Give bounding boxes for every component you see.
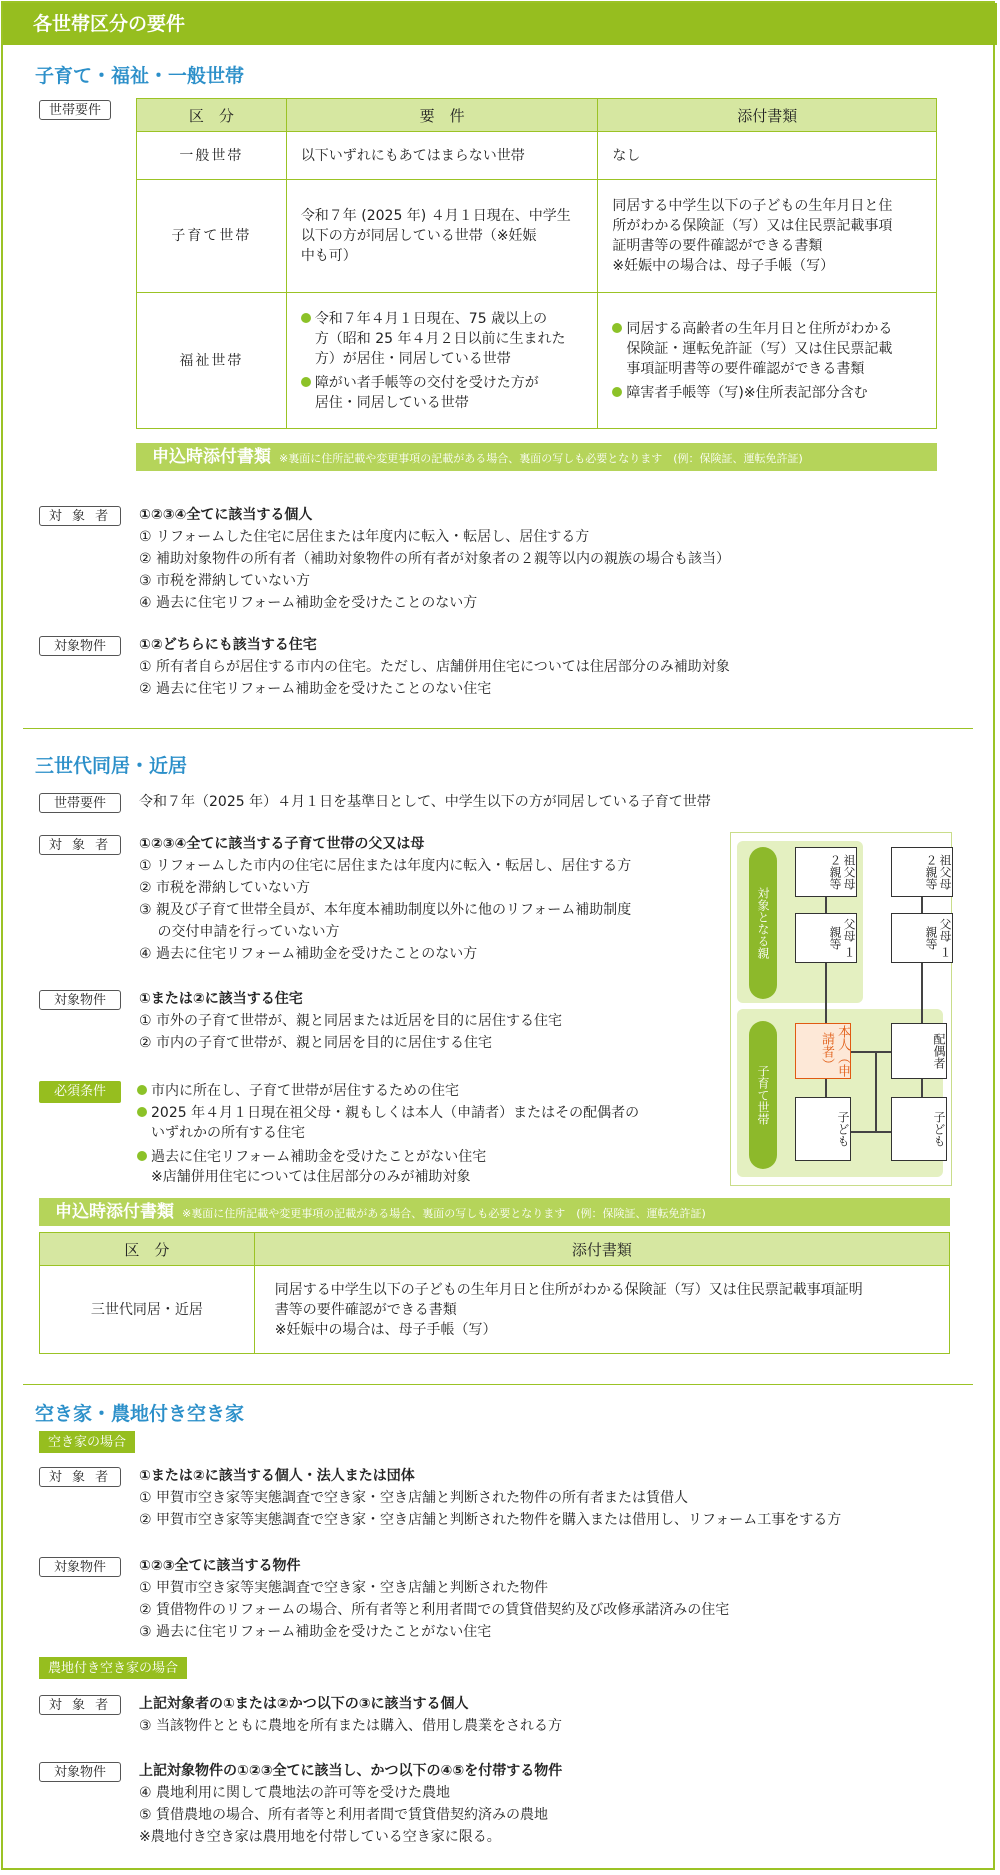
table-row <box>40 1266 950 1354</box>
parents-label: 対象となる親 <box>749 847 777 999</box>
table-row <box>137 180 937 293</box>
required-item: 市内に所在し、子育て世帯が居住するための住宅 <box>137 1081 459 1101</box>
table-cell <box>598 180 937 293</box>
cell-line: 障がい者手帳等の交付を受けた方が <box>301 373 584 393</box>
target-item: ④ 過去に住宅リフォーム補助金を受けたことのない方 <box>139 946 478 962</box>
target-tag: 対 象 者 <box>39 506 121 526</box>
bullet-icon <box>301 377 311 387</box>
property-heading: ①②③全てに該当する物件 <box>139 1558 301 1574</box>
target-heading: ①②③④全てに該当する個人 <box>139 507 313 523</box>
property-item: ② 賃借物件のリフォームの場合、所有者等と利用者間での賃貸借契約及び改修承諾済みの住宅 <box>139 1602 730 1618</box>
property-item: ※農地付き空き家は農用地を付帯している空き家に限る。 <box>139 1829 501 1845</box>
family-diagram <box>730 832 952 1186</box>
cell-line: 令和７年４月１日現在、75 歳以上の <box>301 309 584 329</box>
table-cell <box>598 293 937 429</box>
note-text: ※裏面に住所記載や変更事項の記載がある場合、裏面の写しも必要となります (例：保険証、運転免許証) <box>182 1207 706 1220</box>
cell-line: 方（昭和 25 年４月２日以前に生まれた <box>314 330 566 347</box>
cell-line: 障害者手帳等（写)※住所表記部分含む <box>612 383 922 403</box>
property-tag: 対象物件 <box>39 636 121 656</box>
cell-line: 以下の方が同居している世帯（※妊娠 <box>300 228 537 244</box>
target-tag: 対 象 者 <box>39 1467 121 1487</box>
page-header: 各世帯区分の要件 <box>3 3 997 45</box>
required-item: 過去に住宅リフォーム補助金を受けたことがない住宅 <box>137 1147 486 1167</box>
property-heading: ①または②に該当する住宅 <box>139 991 303 1007</box>
table-cell: 三世代同居・近居 <box>40 1266 255 1354</box>
property-item: ① 甲賀市空き家等実態調査で空き家・空き店舗と判断された物件 <box>139 1580 548 1596</box>
bullet-icon <box>137 1107 147 1117</box>
property-item: ① 市外の子育て世帯が、親と同居または近居を目的に居住する住宅 <box>139 1013 562 1029</box>
table-header: 区 分 <box>137 99 287 132</box>
bullet-icon <box>612 323 622 333</box>
property-tag: 対象物件 <box>39 1557 121 1577</box>
cell-line: ※妊娠中の場合は、母子手帳（写） <box>612 258 835 274</box>
required-item: いずれかの所有する住宅 <box>151 1125 305 1141</box>
cell-line: 方）が居住・同居している世帯 <box>314 350 511 367</box>
target-item: ① リフォームした市内の住宅に居住または年度内に転入・転居し、居住する方 <box>139 858 632 874</box>
table-header: 要 件 <box>286 99 598 132</box>
household-tag: 世帯要件 <box>39 793 121 813</box>
target-item: ③ 親及び子育て世帯全員が、本年度本補助制度以外に他のリフォーム補助制度 <box>139 902 632 918</box>
target-item: ③ 市税を滞納していない方 <box>139 573 311 589</box>
section-title: 子育て・福祉・一般世帯 <box>35 65 245 87</box>
spouse-box: 配偶者 <box>891 1023 947 1079</box>
grandparents-box-right: 祖父母 ２親等 <box>891 847 953 897</box>
table-cell: 福祉世帯 <box>137 293 287 429</box>
cell-line: 令和７年 (2025 年) ４月１日現在、中学生 <box>300 208 571 224</box>
property-tag: 対象物件 <box>39 1762 121 1782</box>
bullet-icon <box>137 1151 147 1161</box>
property-tag: 対象物件 <box>39 990 121 1010</box>
parents-box-left: 父母 １親等 <box>795 913 857 963</box>
target-tag: 対 象 者 <box>39 1695 121 1715</box>
household-table <box>136 98 937 429</box>
table-header: 区 分 <box>40 1233 255 1266</box>
bullet-icon <box>137 1085 147 1095</box>
target-item: ④ 過去に住宅リフォーム補助金を受けたことのない方 <box>139 595 478 611</box>
section-divider <box>23 1384 973 1385</box>
property-item: ② 過去に住宅リフォーム補助金を受けたことのない住宅 <box>139 681 492 697</box>
target-heading: 上記対象者の①または②かつ以下の③に該当する個人 <box>139 1696 469 1712</box>
child-box-right: 子ども <box>891 1097 947 1161</box>
table-cell: 子育て世帯 <box>137 180 287 293</box>
target-heading: ①②③④全てに該当する子育て世帯の父又は母 <box>139 836 425 852</box>
target-item: の交付申請を行っていない方 <box>139 924 340 940</box>
grandparents-box-left: 祖父母 ２親等 <box>795 847 857 897</box>
table-cell: なし <box>598 132 937 180</box>
cell-line: 書等の要件確認ができる書類 <box>274 1301 457 1318</box>
table-header-row <box>137 99 937 132</box>
cell-line: 同居する中学生以下の子どもの生年月日と住 <box>612 198 893 214</box>
property-item: ② 市内の子育て世帯が、親と同居を目的に居住する住宅 <box>139 1035 492 1051</box>
table-header: 添付書類 <box>598 99 937 132</box>
required-item: 2025 年４月１日現在祖父母・親もしくは本人（申請者）またはその配偶者の <box>137 1103 639 1123</box>
property-item: ⑤ 賃借農地の場合、所有者等と利用者間で賃貸借契約済みの農地 <box>139 1807 548 1823</box>
note-text: ※裏面に住所記載や変更事項の記載がある場合、裏面の写しも必要となります (例：保険証、運転免許証) <box>279 452 803 465</box>
cell-line: 中も可） <box>300 248 357 264</box>
household-text: 令和７年（2025 年）４月１日を基準日として、中学生以下の方が同居している子育て世帯 <box>139 794 711 810</box>
applicant-box: 本人（申請者） <box>795 1023 851 1079</box>
case-tag: 農地付き空き家の場合 <box>39 1657 187 1679</box>
child-box-left: 子ども <box>795 1097 851 1161</box>
table-cell <box>286 293 598 429</box>
target-item: ② 市税を滞納していない方 <box>139 880 311 896</box>
attachment-table <box>39 1232 950 1354</box>
cell-line: 保険証・運転免許証（写）又は住民票記載 <box>626 340 893 357</box>
table-cell: 以下いずれにもあてはまらない世帯 <box>286 132 598 180</box>
section-title: 三世代同居・近居 <box>35 755 188 777</box>
note-title: 申込時添付書類 <box>152 447 271 467</box>
cell-line: 証明書等の要件確認ができる書類 <box>612 238 823 254</box>
cell-line: ※妊娠中の場合は、母子手帳（写） <box>274 1321 497 1338</box>
parents-box-right: 父母 １親等 <box>891 913 953 963</box>
target-item: ③ 当該物件とともに農地を所有または購入、借用し農業をされる方 <box>139 1718 562 1734</box>
property-item: ① 所有者自らが居住する市内の住宅。ただし、店舗併用住宅については住居部分のみ補助対象 <box>139 659 730 675</box>
target-item: ① リフォームした住宅に居住または年度内に転入・転居し、居住する方 <box>139 529 590 545</box>
case-tag: 空き家の場合 <box>39 1431 135 1453</box>
note-title: 申込時添付書類 <box>55 1202 174 1222</box>
table-row <box>137 132 937 180</box>
cell-line: 同居する中学生以下の子どもの生年月日と住所がわかる保険証（写）又は住民票記載事項証明 <box>274 1281 863 1298</box>
bullet-icon <box>301 313 311 323</box>
target-item: ② 補助対象物件の所有者（補助対象物件の所有者が対象者の２親等以内の親族の場合も該当） <box>139 551 730 567</box>
attachment-note-bar <box>39 1198 950 1226</box>
attachment-note-bar <box>136 443 937 471</box>
table-cell <box>286 180 598 293</box>
cell-line: 同居する高齢者の生年月日と住所がわかる <box>612 319 922 339</box>
property-heading: 上記対象物件の①②③全てに該当し、かつ以下の④⑤を付帯する物件 <box>139 1763 563 1779</box>
target-tag: 対 象 者 <box>39 835 121 855</box>
target-heading: ①または②に該当する個人・法人または団体 <box>139 1468 415 1484</box>
bullet-icon <box>612 387 622 397</box>
required-tag: 必須条件 <box>39 1081 121 1103</box>
property-heading: ①②どちらにも該当する住宅 <box>139 637 317 653</box>
required-item: ※店舗併用住宅については住居部分のみが補助対象 <box>151 1169 471 1185</box>
cell-line: 事項証明書等の要件確認ができる書類 <box>626 360 865 377</box>
table-cell <box>254 1266 949 1354</box>
table-cell: 一般世帯 <box>137 132 287 180</box>
children-label: 子育て世帯 <box>749 1021 777 1169</box>
household-tag: 世帯要件 <box>39 100 111 120</box>
page-frame <box>1 1 995 1870</box>
table-header-row <box>40 1233 950 1266</box>
cell-line: 所がわかる保険証（写）又は住民票記載事項 <box>612 218 893 234</box>
target-item: ② 甲賀市空き家等実態調査で空き家・空き店舗と判断された物件を購入または借用し、リフォーム工事をする方 <box>139 1512 842 1528</box>
property-item: ③ 過去に住宅リフォーム補助金を受けたことがない住宅 <box>139 1624 492 1640</box>
target-item: ① 甲賀市空き家等実態調査で空き家・空き店舗と判断された物件の所有者または賃借人 <box>139 1490 688 1506</box>
section-divider <box>23 728 973 729</box>
section-title: 空き家・農地付き空き家 <box>35 1403 245 1425</box>
table-row <box>137 293 937 429</box>
cell-line: 居住・同居している世帯 <box>314 394 469 411</box>
property-item: ④ 農地利用に関して農地法の許可等を受けた農地 <box>139 1785 450 1801</box>
table-header: 添付書類 <box>254 1233 949 1266</box>
